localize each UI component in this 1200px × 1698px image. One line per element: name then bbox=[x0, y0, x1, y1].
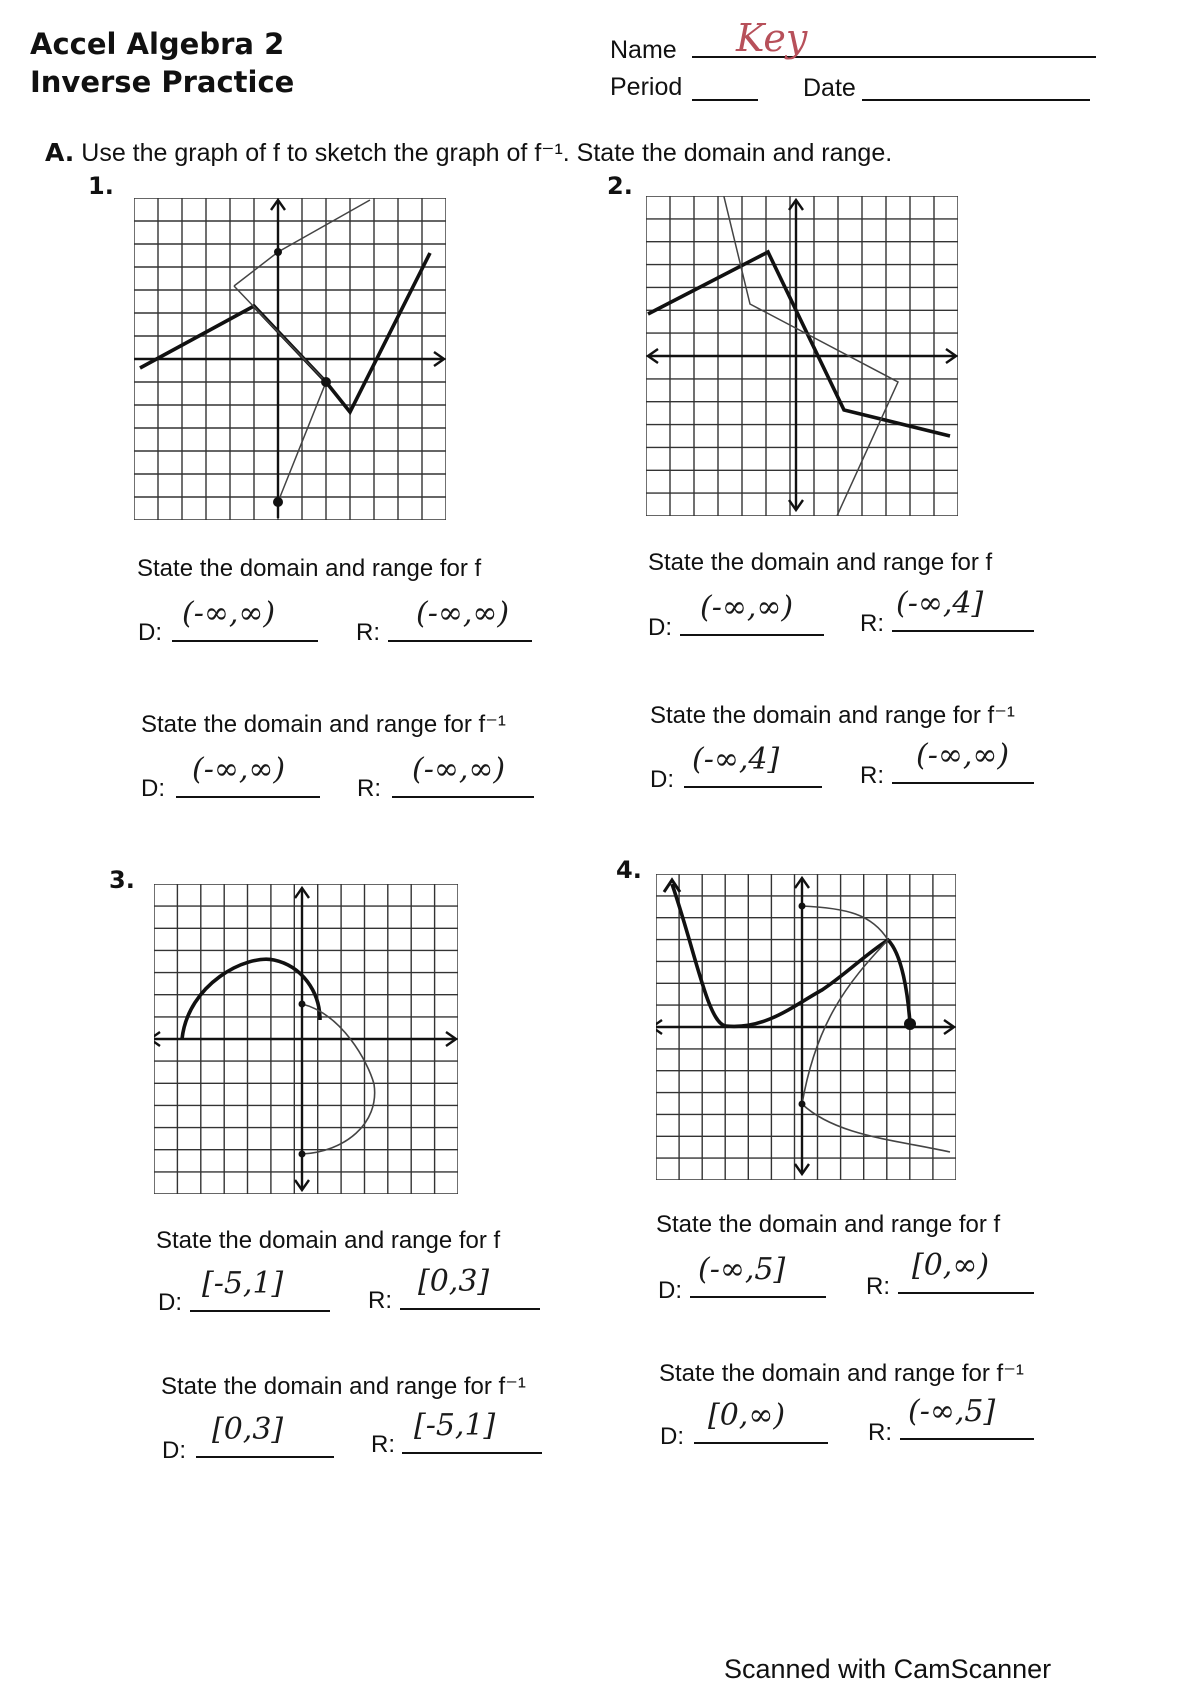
problem-1-f-domain: (-∞,∞) bbox=[182, 596, 276, 631]
problem-3-f-range-label: R: bbox=[368, 1287, 392, 1314]
problem-3-inverse-curve bbox=[302, 1004, 375, 1154]
date-field[interactable] bbox=[862, 99, 1090, 101]
problem-3-f-domain-label: D: bbox=[158, 1289, 182, 1316]
problem-4-f-domain: (-∞,5] bbox=[698, 1252, 786, 1287]
camscanner-watermark: Scanned with CamScanner bbox=[724, 1654, 1052, 1684]
problem-3-f-statement: State the domain and range for f bbox=[156, 1227, 501, 1254]
problem-1-inverse-statement: State the domain and range for f⁻¹ bbox=[141, 711, 506, 738]
problem-2-f-domain-label: D: bbox=[648, 614, 672, 641]
problem-3-inverse-statement: State the domain and range for f⁻¹ bbox=[161, 1373, 526, 1400]
course-title: Accel Algebra 2 bbox=[30, 27, 285, 61]
problem-2-function-curve bbox=[648, 252, 950, 436]
period-field[interactable] bbox=[692, 99, 758, 101]
problem-4-f-domain-label: D: bbox=[658, 1277, 682, 1304]
problem-2-f-range: (-∞,4] bbox=[896, 586, 984, 621]
problem-4-inverse-domain-label: D: bbox=[660, 1423, 684, 1450]
problem-3-inverse-domain: [0,3] bbox=[212, 1412, 284, 1447]
problem-1-inverse-domain: (-∞,∞) bbox=[192, 752, 286, 787]
problem-3-f-range: [0,3] bbox=[418, 1264, 490, 1299]
problem-4-f-range: [0,∞) bbox=[912, 1248, 990, 1283]
problem-4-number: 4. bbox=[616, 856, 642, 884]
problem-1-inverse-range-label: R: bbox=[357, 775, 381, 802]
problem-3-inverse-domain-label: D: bbox=[162, 1437, 186, 1464]
problem-3-f-domain: [-5,1] bbox=[202, 1266, 284, 1301]
problem-4-graph bbox=[656, 874, 956, 1180]
problem-2-inverse-range-label: R: bbox=[860, 762, 884, 789]
problem-1-f-range-label: R: bbox=[356, 619, 380, 646]
problem-2-inverse-range: (-∞,∞) bbox=[916, 738, 1010, 773]
problem-3-inverse-range-label: R: bbox=[371, 1431, 395, 1458]
problem-4-f-range-label: R: bbox=[866, 1273, 890, 1300]
problem-1-number: 1. bbox=[88, 172, 114, 200]
name-label: Name bbox=[610, 36, 677, 64]
problem-2-f-statement: State the domain and range for f bbox=[648, 549, 993, 576]
problem-1-function-curve bbox=[140, 253, 430, 412]
period-label: Period bbox=[610, 73, 683, 101]
problem-2-inverse-domain-label: D: bbox=[650, 766, 674, 793]
problem-4-inverse-domain: [0,∞) bbox=[708, 1398, 786, 1433]
problem-2-f-domain: (-∞,∞) bbox=[700, 590, 794, 625]
problem-2-inverse-domain: (-∞,4] bbox=[692, 742, 780, 777]
problem-1-graph bbox=[134, 198, 446, 520]
instructions bbox=[45, 138, 892, 168]
section-letter: A. bbox=[45, 138, 75, 167]
problem-1-f-statement: State the domain and range for f bbox=[137, 555, 482, 582]
problem-2-number: 2. bbox=[607, 172, 633, 200]
problem-3-number: 3. bbox=[109, 866, 135, 894]
problem-4-f-statement: State the domain and range for f bbox=[656, 1211, 1001, 1238]
instructions-text: Use the graph of f to sketch the graph of f⁻¹. State the domain and range. bbox=[81, 139, 893, 167]
problem-2-f-range-label: R: bbox=[860, 610, 884, 637]
problem-3-function-curve bbox=[182, 959, 320, 1039]
problem-3-inverse-range: [-5,1] bbox=[414, 1408, 496, 1443]
problem-4-inverse-statement: State the domain and range for f⁻¹ bbox=[659, 1360, 1024, 1387]
problem-2-graph bbox=[646, 196, 958, 516]
name-handwritten-key: Key bbox=[736, 16, 808, 60]
date-label: Date bbox=[803, 74, 856, 102]
problem-3-graph bbox=[154, 884, 458, 1194]
problem-4-inverse-range: (-∞,5] bbox=[908, 1394, 996, 1429]
problem-1-f-domain-label: D: bbox=[138, 619, 162, 646]
problem-1-inverse-domain-label: D: bbox=[141, 775, 165, 802]
problem-1-inverse-range: (-∞,∞) bbox=[412, 752, 506, 787]
worksheet-title: Inverse Practice bbox=[30, 65, 295, 99]
problem-1-f-range: (-∞,∞) bbox=[416, 596, 510, 631]
problem-2-inverse-statement: State the domain and range for f⁻¹ bbox=[650, 702, 1015, 729]
problem-4-inverse-range-label: R: bbox=[868, 1419, 892, 1446]
